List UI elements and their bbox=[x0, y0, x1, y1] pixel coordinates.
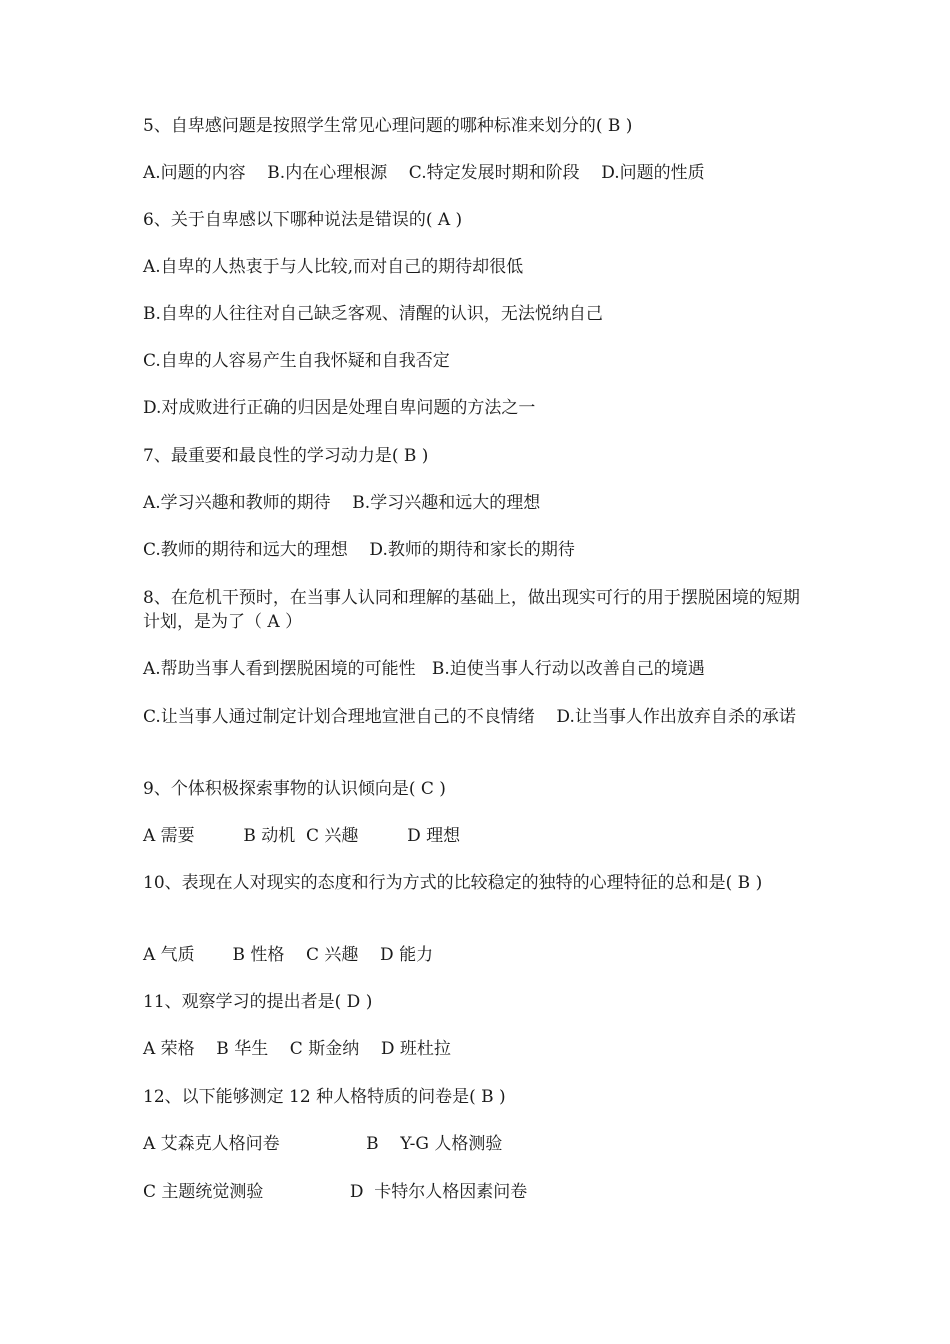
question-9: 9、个体积极探索事物的认识倾向是( C ) bbox=[143, 779, 446, 799]
question-5: 5、自卑感问题是按照学生常见心理问题的哪种标准来划分的( B ) bbox=[143, 116, 633, 136]
question-6-option-c: C.自卑的人容易产生自我怀疑和自我否定 bbox=[143, 351, 450, 371]
question-6: 6、关于自卑感以下哪种说法是错误的( A ) bbox=[143, 210, 463, 230]
question-12-options-ab: A 艾森克人格问卷 B Y-G 人格测验 bbox=[143, 1134, 503, 1154]
question-10: 10、表现在人对现实的态度和行为方式的比较稳定的独特的心理特征的总和是( B ) bbox=[143, 873, 763, 893]
question-12: 12、以下能够测定 12 种人格特质的问卷是( B ) bbox=[143, 1087, 506, 1107]
question-11: 11、观察学习的提出者是( D ) bbox=[143, 992, 373, 1012]
question-7-options-cd: C.教师的期待和远大的理想 D.教师的期待和家长的期待 bbox=[143, 540, 575, 560]
question-6-option-b: B.自卑的人往往对自己缺乏客观、清醒的认识，无法悦纳自己 bbox=[143, 304, 603, 324]
question-8-options-cd: C.让当事人通过制定计划合理地宣泄自己的不良情绪 D.让当事人作出放弃自杀的承诺 bbox=[143, 707, 796, 727]
question-10-options: A 气质 B 性格 C 兴趣 D 能力 bbox=[143, 945, 434, 965]
question-8: 8、在危机干预时，在当事人认同和理解的基础上，做出现实可行的用于摆脱困境的短期计划，是为了（ A ） bbox=[143, 588, 800, 632]
question-7: 7、最重要和最良性的学习动力是( B ) bbox=[143, 446, 429, 466]
question-6-option-d: D.对成败进行正确的归因是处理自卑问题的方法之一 bbox=[143, 398, 536, 418]
question-12-options-cd: C 主题统觉测验 D 卡特尔人格因素问卷 bbox=[143, 1182, 528, 1202]
question-7-options-ab: A.学习兴趣和教师的期待 B.学习兴趣和远大的理想 bbox=[143, 493, 541, 513]
question-6-option-a: A.自卑的人热衷于与人比较,而对自己的期待却很低 bbox=[143, 257, 524, 277]
question-5-options: A.问题的内容 B.内在心理根源 C.特定发展时期和阶段 D.问题的性质 bbox=[143, 163, 705, 183]
question-11-options: A 荣格 B 华生 C 斯金纳 D 班杜拉 bbox=[143, 1039, 451, 1059]
question-8-options-ab: A.帮助当事人看到摆脱困境的可能性 B.迫使当事人行动以改善自己的境遇 bbox=[143, 659, 705, 679]
question-9-options: A 需要 B 动机 C 兴趣 D 理想 bbox=[143, 826, 461, 846]
